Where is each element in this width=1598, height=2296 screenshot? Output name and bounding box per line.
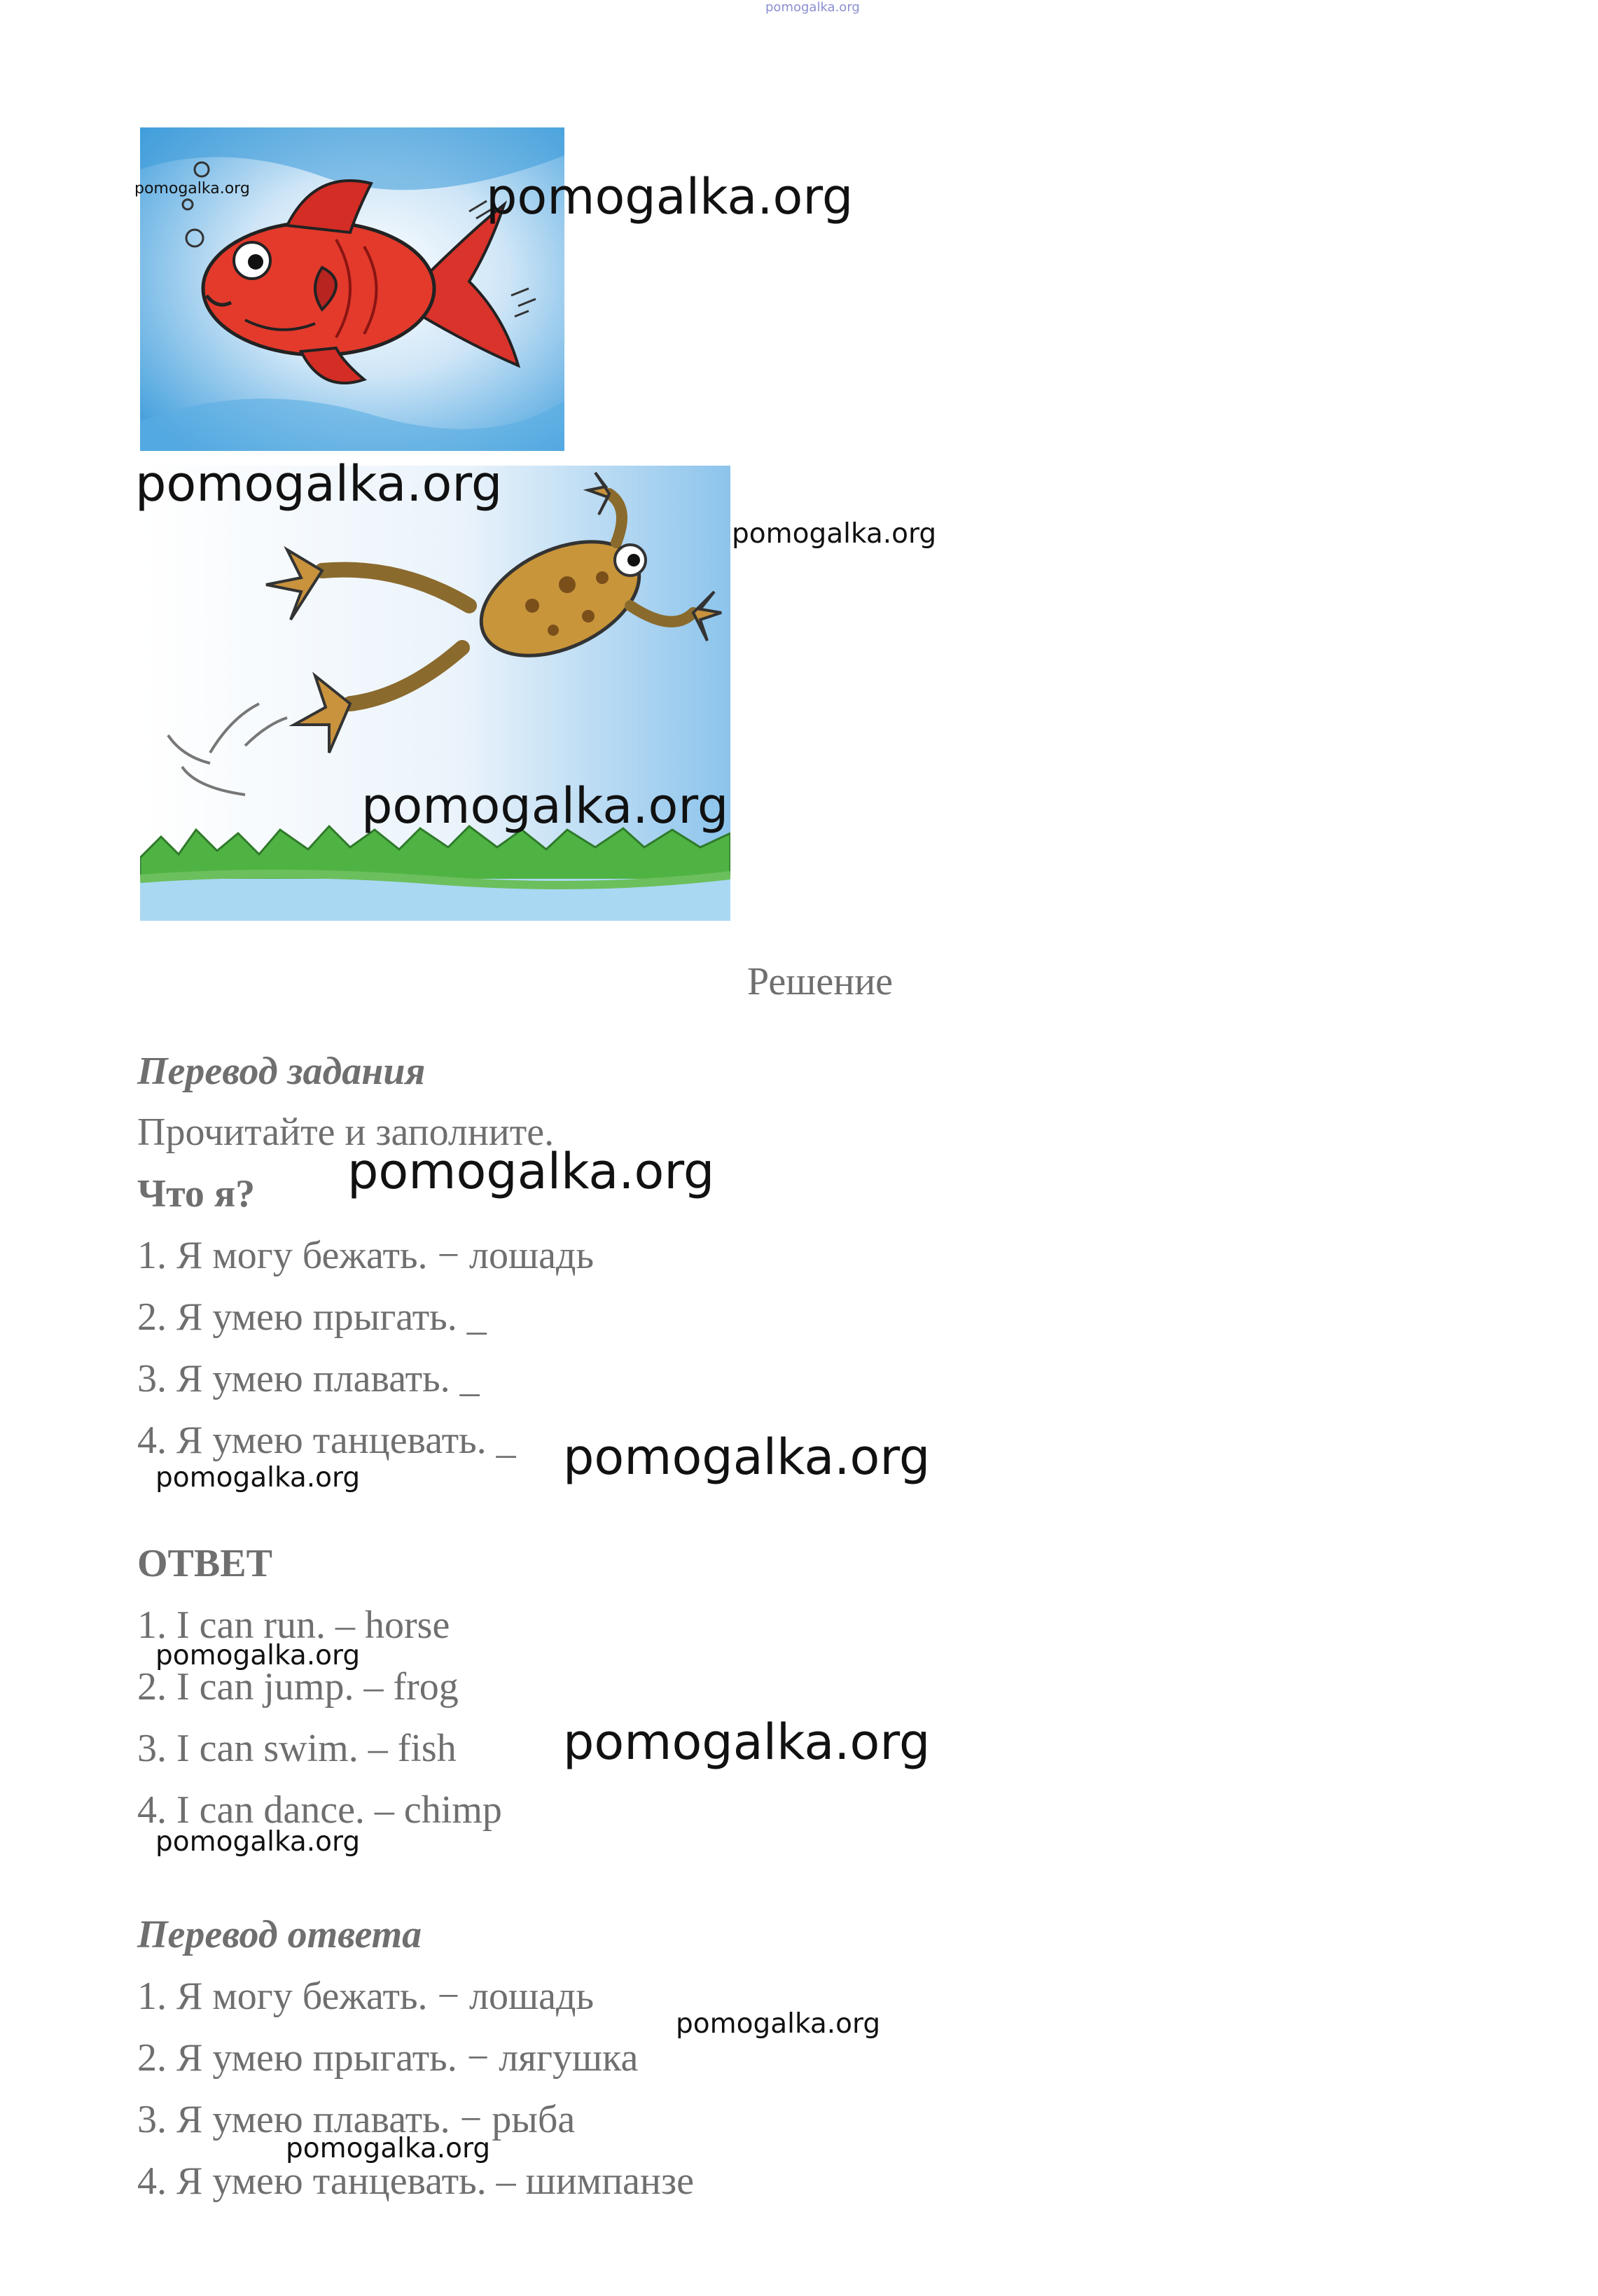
frog-bottom-watermark: pomogalka.org bbox=[361, 777, 729, 835]
answer-item: 4. I can dance. – chimp bbox=[137, 1788, 502, 1832]
answer-small-watermark-4: pomogalka.org bbox=[155, 1826, 361, 1858]
translation-mid-watermark: pomogalka.org bbox=[286, 2133, 491, 2164]
task-mid-watermark: pomogalka.org bbox=[347, 1143, 715, 1200]
answer-small-watermark-1: pomogalka.org bbox=[155, 1640, 361, 1671]
answer-item: 1. I can run. – horse bbox=[137, 1603, 450, 1647]
answer-item: 3. I can swim. – fish bbox=[137, 1727, 457, 1770]
task-question: Что я? bbox=[137, 1172, 256, 1216]
answer-item: 2. I can jump. – frog bbox=[137, 1665, 459, 1709]
answer-translation-item: 1. Я могу бежать. − лошадь bbox=[137, 1975, 595, 2018]
translation-right-watermark: pomogalka.org bbox=[676, 2008, 881, 2040]
answer-translation-item: 3. Я умею плавать. − рыба bbox=[137, 2098, 576, 2141]
frog-top-left-watermark: pomogalka.org bbox=[135, 455, 503, 513]
task-item: 3. Я умею плавать. _ bbox=[137, 1357, 480, 1400]
solution-label: Решение bbox=[747, 960, 894, 1003]
answer-right-watermark: pomogalka.org bbox=[563, 1713, 931, 1771]
fish-small-watermark: pomogalka.org bbox=[134, 180, 250, 197]
frog-illustration bbox=[140, 466, 730, 921]
fish-large-watermark: pomogalka.org bbox=[486, 168, 854, 225]
task-right-watermark: pomogalka.org bbox=[563, 1428, 931, 1486]
answer-heading: ОТВЕТ bbox=[137, 1542, 272, 1585]
header-watermark: pomogalka.org bbox=[765, 0, 860, 15]
task-item: 4. Я умею танцевать. _ bbox=[137, 1419, 516, 1462]
task-instruction: Прочитайте и заполните. bbox=[137, 1111, 555, 1154]
frog-image bbox=[140, 466, 730, 921]
answer-translation-heading: Перевод ответа bbox=[137, 1913, 422, 1956]
task-item: 2. Я умею прыгать. _ bbox=[137, 1295, 487, 1339]
answer-translation-item: 2. Я умею прыгать. − лягушка bbox=[137, 2036, 639, 2080]
answer-translation-item: 4. Я умею танцевать. – шимпанзе bbox=[137, 2159, 694, 2203]
task-item: 1. Я могу бежать. − лошадь bbox=[137, 1234, 595, 1277]
task-heading: Перевод задания bbox=[137, 1050, 426, 1093]
task-small-watermark: pomogalka.org bbox=[155, 1462, 361, 1494]
frog-right-watermark: pomogalka.org bbox=[732, 518, 937, 550]
